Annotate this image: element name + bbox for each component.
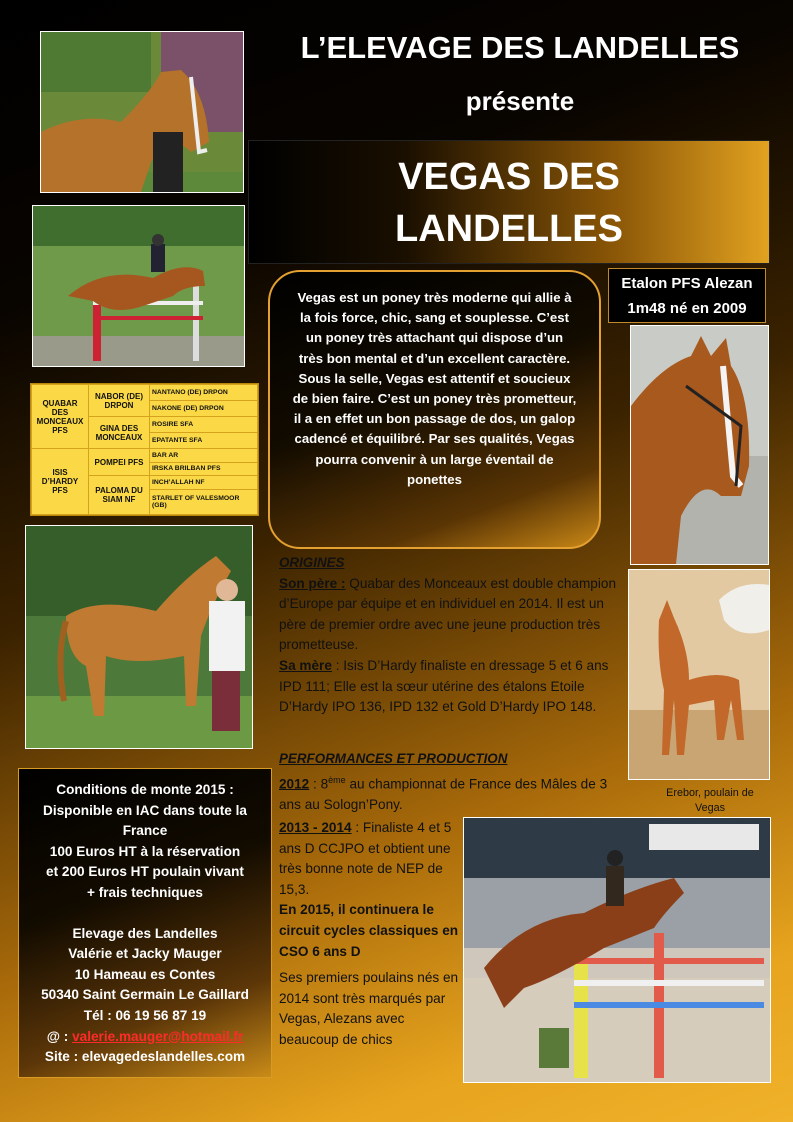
pedigree-gen3-item: BAR AR [150, 449, 258, 463]
pedigree-gen3-item: EPATANTE SFA [150, 433, 258, 449]
pedigree-gen3-item: STARLET OF VALESMOOR (GB) [150, 489, 258, 514]
mere-text: : Isis D’Hardy finaliste en dressage 5 et 6 ans IPD 111; Elle est la sœur utérine des étalons Etoile D’Hardy IPO 136, IPD 132 et Gold D’Hardy IPO 148. [279, 657, 609, 715]
pedigree-gen3-item: INCH’ALLAH NF [150, 476, 258, 490]
foal-photo [628, 569, 770, 780]
email-link[interactable]: valerie.mauger@hotmail.fr [72, 1028, 244, 1044]
intro-text: Vegas est un poney très moderne qui allie à la fois force, chic, sang et souplesse. C’est un poney très attachant qui dispose d’un très bon mental et d’un excellent caractère. Sous la selle, Vegas est attentif et soucieux de bien faire. C’est un poney très prometteur, il a en effet un bon passage de dos, un galop cadencé et équilibré. Par ses qualités, Vegas pourra convenir à un large éventail de ponettes [268, 270, 601, 549]
performances-section [279, 749, 629, 815]
foal-caption: Erebor, poulain de Vegas [666, 787, 754, 814]
cond-line: et 200 Euros HT poulain vivant [46, 864, 244, 880]
horse-standing-photo [25, 525, 253, 749]
cond-line: + frais techniques [87, 884, 203, 900]
conditions-box [18, 768, 272, 1078]
cond-line: Conditions de monte 2015 : [56, 782, 234, 797]
pedigree-sire-sire: NABOR (DE) DRPON [89, 385, 150, 417]
perf-2013-text: : Finaliste 4 et 5 ans D CCJPO et obtient une très bonne note de NEP de 15,3. [279, 820, 452, 897]
perf-2013 [279, 818, 461, 900]
email-line [19, 1027, 271, 1048]
perf-2012-text: au championnat de France des Mâles de 3 ans au Sologn’Pony. [279, 776, 608, 812]
jumping-photo-2 [463, 817, 771, 1083]
perf-2015: En 2015, il continuera le circuit cycles classiques en CSO 6 ans D [279, 902, 459, 959]
mere-paragraph [279, 656, 629, 718]
horse-head-photo [40, 31, 244, 193]
poulains-text: Ses premiers poulains nés en 2014 sont très marqués par Vegas, Alezans avec beaucoup de chics [279, 970, 459, 1047]
pedigree-dam: ISIS D’HARDY PFS [32, 449, 89, 515]
cond-line: France [122, 823, 168, 839]
pedigree-gen3-item: NANTANO (DE) DRPON [150, 385, 258, 401]
origines-heading: ORIGINES [279, 555, 345, 570]
email-prefix: @ : [46, 1028, 69, 1044]
pedigree-dam-dam: PALOMA DU SIAM NF [89, 476, 150, 515]
pere-label: Son père : [279, 575, 346, 591]
perf-2012-label: 2012 [279, 776, 310, 792]
pedigree-sire-dam: GINA DES MONCEAUX [89, 417, 150, 449]
page-title: L’ELEVAGE DES LANDELLES [300, 30, 740, 65]
performances-continued [279, 818, 461, 1051]
pedigree-gen3-item: IRSKA BRILBAN PFS [150, 462, 258, 476]
horse-portrait-photo [630, 325, 769, 565]
pedigree-dam-sire: POMPEI PFS [89, 449, 150, 476]
horse-name-box [248, 140, 770, 264]
perf-2012-rank: : 8 [313, 776, 329, 792]
etalon-line1: Etalon PFS Alezan [621, 275, 753, 292]
pere-text: Quabar des Monceaux est double champion d’Europe par équipe et en individuel en 2014. Il est un père de premier ordre avec une jeune production très prometteuse. [279, 575, 617, 653]
etalon-line2: 1m48 né en 2009 [627, 300, 747, 317]
contact-line: 50340 Saint Germain Le Gaillard [41, 987, 249, 1003]
mere-label: Sa mère [279, 657, 332, 673]
pedigree-gen3-item: ROSIRE SFA [150, 417, 258, 433]
etalon-badge [608, 268, 766, 323]
jumping-photo-1 [32, 205, 245, 367]
perf-2012-sup: ème [328, 774, 346, 785]
horse-name-line1: VEGAS DES [398, 156, 620, 198]
page-subtitle: présente [465, 86, 575, 116]
horse-name-line2: LANDELLES [395, 208, 623, 250]
contact-line: Valérie et Jacky Mauger [68, 946, 222, 962]
performances-heading: PERFORMANCES ET PRODUCTION [279, 751, 508, 766]
cond-line: 100 Euros HT à la réservation [49, 843, 241, 859]
origines-section [279, 553, 629, 718]
cond-line: Disponible en IAC dans toute la [43, 802, 247, 818]
contact-line: Elevage des Landelles [72, 925, 218, 941]
pedigree-sire: QUABAR DES MONCEAUX PFS [32, 385, 89, 449]
perf-2013-label: 2013 - 2014 [279, 820, 352, 835]
perf-2012 [279, 770, 629, 816]
contact-line: 10 Hameau es Contes [74, 966, 216, 982]
website[interactable]: Site : elevagedeslandelles.com [44, 1049, 246, 1065]
pedigree-gen3-item: NAKONE (DE) DRPON [150, 401, 258, 417]
pedigree-table [30, 383, 259, 516]
pere-paragraph [279, 574, 629, 656]
phone: Tél : 06 19 56 87 19 [83, 1007, 207, 1023]
